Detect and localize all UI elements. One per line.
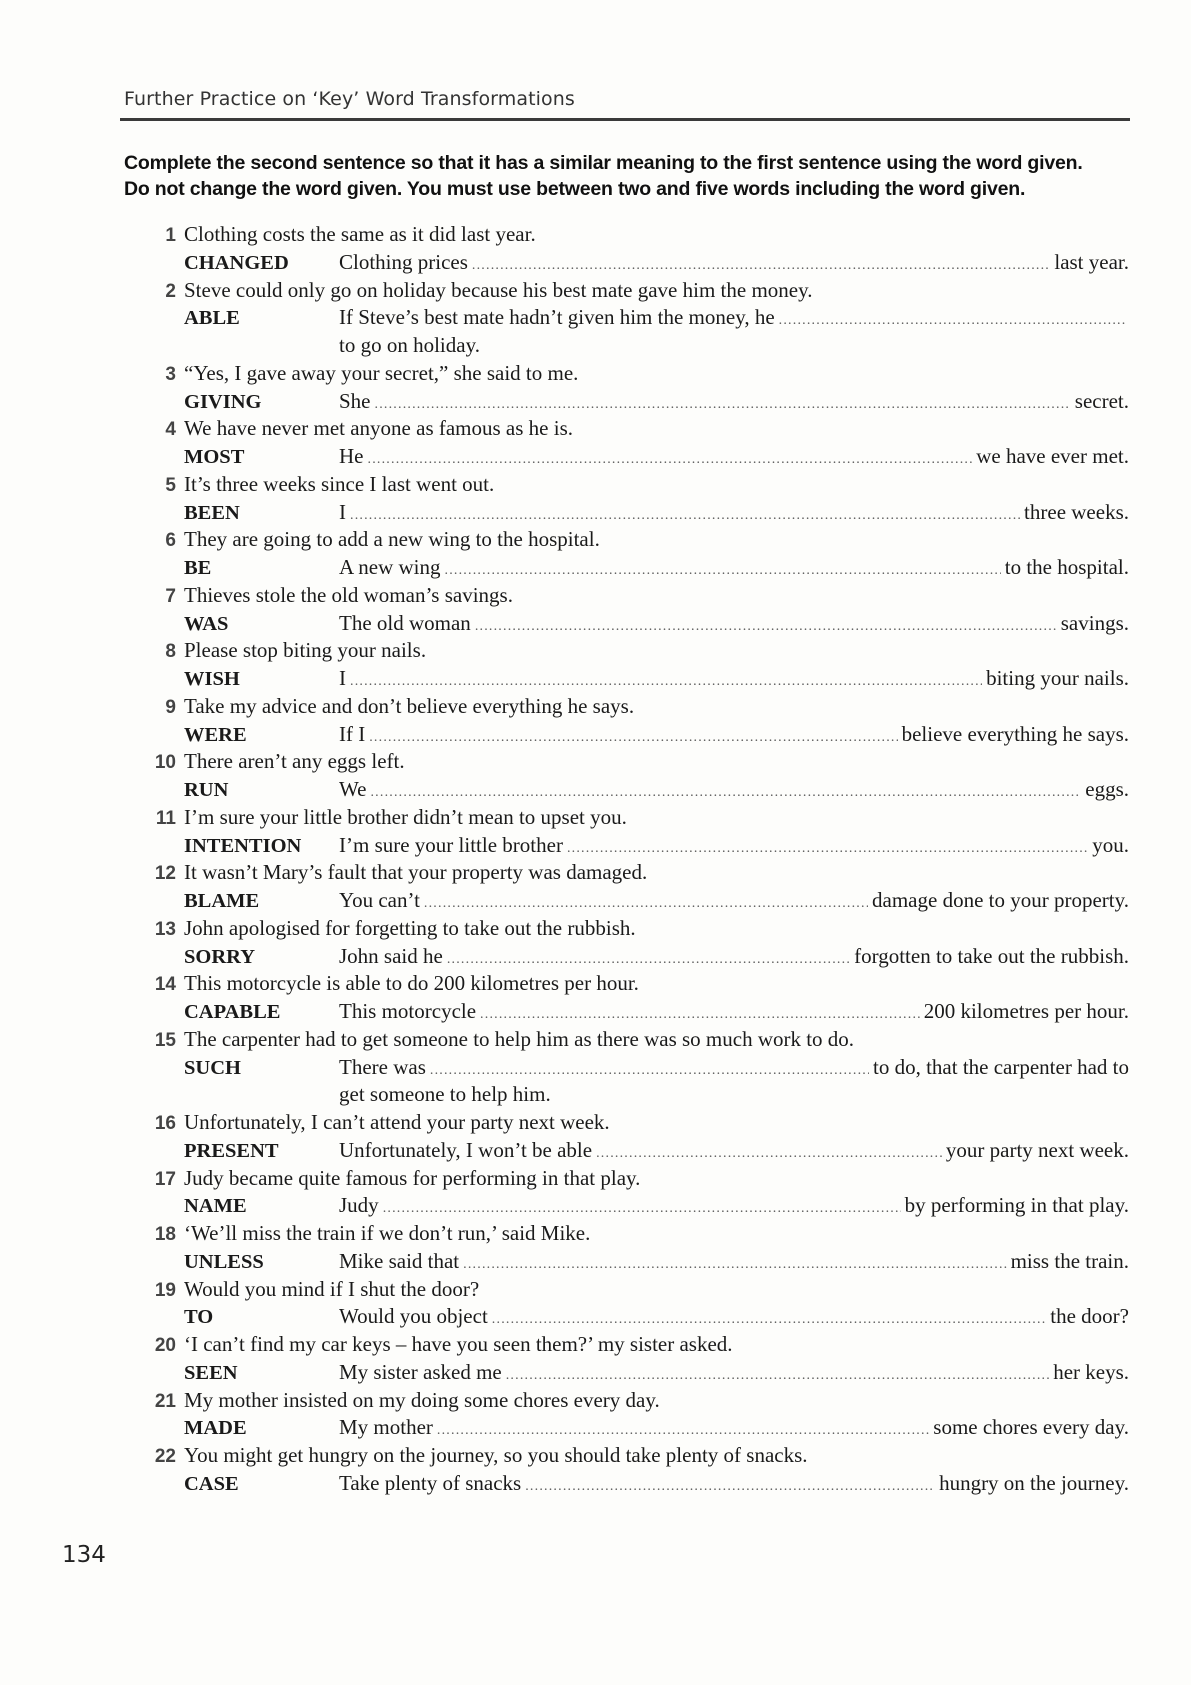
key-word: WISH [184, 668, 240, 690]
transformation-line [124, 1303, 1129, 1331]
original-sentence-line [124, 277, 1129, 305]
transformation-line [124, 1137, 1129, 1165]
sentence-start: If Steve’s best mate hadn’t given him the money, he [339, 305, 775, 330]
instructions-line-2: Do not change the word given. You must use between two and five words including the word given. [124, 178, 1026, 200]
key-word: BEEN [184, 501, 240, 524]
key-word: INTENTION [184, 834, 302, 857]
sentence-start: A new wing [339, 555, 441, 579]
exercise-item [124, 1442, 1129, 1498]
item-number: 11 [155, 807, 176, 829]
exercise-item [124, 1026, 1129, 1109]
answer-blank[interactable] [525, 1473, 935, 1501]
sentence-start: You can’t [339, 888, 420, 912]
original-sentence-line [124, 915, 1129, 943]
original-sentence: It wasn’t Mary’s fault that your property was damaged. [184, 860, 648, 885]
original-sentence-line [124, 637, 1129, 665]
original-sentence: You might get hungry on the journey, so you should take plenty of snacks. [184, 1443, 808, 1467]
original-sentence-line [124, 360, 1129, 388]
original-sentence: ‘We’ll miss the train if we don’t run,’ said Mike. [184, 1221, 591, 1245]
sentence-start: I [339, 666, 346, 690]
answer-blank[interactable] [370, 779, 1081, 807]
continuation-line [124, 332, 1129, 360]
answer-blank[interactable] [480, 1001, 920, 1029]
sentence-end: miss the train. [1010, 1248, 1129, 1273]
original-sentence: “Yes, I gave away your secret,” she said to me. [184, 360, 579, 385]
item-number: 2 [165, 280, 176, 302]
original-sentence: John apologised for forgetting to take out the rubbish. [184, 915, 636, 940]
sentence-start: Would you object [339, 1304, 488, 1329]
sentence-end: three weeks. [1024, 499, 1129, 524]
answer-blank[interactable] [375, 391, 1071, 419]
answer-blank[interactable] [437, 1417, 929, 1445]
sentence-end: forgotten to take out the rubbish. [854, 943, 1129, 968]
exercise-item [124, 637, 1129, 693]
transformation-line [124, 832, 1129, 860]
sentence-end: damage done to your property. [872, 888, 1129, 912]
exercise-item [124, 221, 1129, 277]
sentence-end: believe everything he says. [901, 721, 1129, 746]
item-number: 12 [154, 863, 176, 885]
sentence-start: I [339, 499, 346, 524]
key-word: WERE [184, 723, 247, 746]
item-number: 5 [165, 474, 176, 496]
sentence-start: Judy [339, 1193, 379, 1218]
sentence-end: hungry on the journey. [939, 1470, 1129, 1495]
sentence-start: Unfortunately, I won’t be able [339, 1137, 593, 1162]
transformation-line [124, 998, 1129, 1026]
transformation-line [124, 249, 1129, 277]
original-sentence-line [124, 804, 1129, 832]
transformation-line [124, 887, 1129, 915]
exercise-item [124, 693, 1129, 749]
sentence-start: The old woman [339, 610, 471, 635]
item-number: 9 [165, 696, 176, 718]
transformation-line [124, 443, 1129, 471]
transformation-line [124, 1359, 1129, 1387]
item-number: 21 [154, 1390, 176, 1412]
key-word: RUN [184, 779, 229, 801]
transformation-line [124, 1248, 1129, 1276]
item-number: 8 [165, 641, 176, 663]
sentence-end: secret. [1074, 388, 1129, 413]
exercise-item [124, 859, 1129, 915]
sentence-end: biting your nails. [986, 666, 1129, 690]
original-sentence: Would you mind if I shut the door? [184, 1276, 480, 1301]
original-sentence-line [124, 221, 1129, 249]
key-word: CHANGED [184, 251, 289, 274]
item-number: 14 [154, 974, 176, 996]
original-sentence: Thieves stole the old woman’s savings. [184, 582, 513, 607]
sentence-end: some chores every day. [933, 1415, 1129, 1440]
original-sentence-line [124, 693, 1129, 721]
exercise-item [124, 582, 1129, 638]
transformation-line [124, 388, 1129, 416]
original-sentence: They are going to add a new wing to the hospital. [184, 527, 600, 552]
exercise-item [124, 415, 1129, 471]
original-sentence: This motorcycle is able to do 200 kilometres per hour. [184, 971, 639, 996]
sentence-start: We [339, 777, 367, 801]
key-word: BE [184, 557, 212, 579]
item-number: 13 [154, 918, 176, 940]
answer-blank[interactable] [350, 668, 982, 696]
key-word: SEEN [184, 1361, 238, 1384]
item-number: 3 [165, 363, 176, 385]
original-sentence-line [124, 970, 1129, 998]
sentence-start: Take plenty of snacks [339, 1470, 522, 1495]
answer-blank[interactable] [424, 890, 868, 918]
original-sentence-line [124, 582, 1129, 610]
exercise-item [124, 471, 1129, 527]
original-sentence: Unfortunately, I can’t attend your party next week. [184, 1110, 610, 1134]
original-sentence-line [124, 748, 1129, 776]
sentence-end: savings. [1060, 610, 1129, 635]
original-sentence: My mother insisted on my doing some chores every day. [184, 1387, 660, 1412]
sentence-start: John said he [339, 943, 443, 968]
answer-blank[interactable] [463, 1251, 1006, 1279]
transformation-line [124, 554, 1129, 582]
key-word: GIVING [184, 390, 262, 413]
key-word: CASE [184, 1472, 239, 1495]
instructions [124, 150, 1134, 202]
transformation-line [124, 1470, 1129, 1498]
page-number: 134 [62, 1542, 106, 1568]
item-number: 22 [154, 1446, 176, 1467]
header-rule [120, 118, 1130, 121]
exercise-item [124, 1220, 1129, 1276]
instructions-line-1: Complete the second sentence so that it has a similar meaning to the first sentence using the word given. [124, 152, 1083, 174]
sentence-end: her keys. [1053, 1359, 1129, 1384]
key-word: MADE [184, 1417, 247, 1440]
sentence-end: your party next week. [945, 1137, 1129, 1162]
original-sentence: Take my advice and don’t believe everything he says. [184, 693, 635, 718]
sentence-start: I’m sure your little brother [339, 832, 563, 857]
exercise-item [124, 360, 1129, 416]
item-number: 19 [154, 1279, 176, 1301]
key-word: WAS [184, 612, 229, 635]
original-sentence: There aren’t any eggs left. [184, 749, 405, 774]
answer-blank[interactable] [430, 1057, 869, 1085]
original-sentence-line [124, 415, 1129, 443]
key-word: UNLESS [184, 1250, 264, 1273]
original-sentence: We have never met anyone as famous as he is. [184, 416, 574, 441]
key-word: SORRY [184, 945, 256, 968]
sentence-end: you. [1092, 832, 1129, 857]
continuation-line [124, 1081, 1129, 1109]
key-word: PRESENT [184, 1139, 279, 1162]
item-number: 10 [154, 752, 176, 774]
sentence-end: to the hospital. [1004, 555, 1129, 579]
sentence-start: There was [339, 1054, 426, 1079]
item-number: 20 [154, 1335, 176, 1356]
original-sentence-line [124, 1220, 1129, 1248]
exercise-item [124, 277, 1129, 360]
exercise-item [124, 1276, 1129, 1332]
answer-blank[interactable] [472, 252, 1050, 280]
exercise-list [124, 221, 1129, 1498]
item-number: 6 [165, 530, 176, 552]
key-word: MOST [184, 446, 245, 468]
transformation-line [124, 776, 1129, 804]
item-number: 7 [165, 585, 176, 607]
key-word: BLAME [184, 890, 260, 912]
transformation-line [124, 665, 1129, 693]
transformation-line [124, 943, 1129, 971]
sentence-continuation: to go on holiday. [339, 333, 480, 357]
answer-blank[interactable] [383, 1195, 901, 1223]
original-sentence: ‘I can’t find my car keys – have you seen them?’ my sister asked. [184, 1332, 733, 1356]
exercise-item [124, 748, 1129, 804]
original-sentence-line [124, 526, 1129, 554]
transformation-line [124, 1414, 1129, 1442]
original-sentence: It’s three weeks since I last went out. [184, 471, 495, 496]
exercise-item [124, 970, 1129, 1026]
answer-blank[interactable] [447, 946, 850, 974]
answer-blank[interactable] [506, 1362, 1049, 1390]
transformation-line [124, 610, 1129, 638]
exercise-item [124, 1165, 1129, 1221]
running-header: Further Practice on ‘Key’ Word Transformations [124, 88, 575, 110]
transformation-line [124, 499, 1129, 527]
original-sentence: Judy became quite famous for performing in that play. [184, 1165, 641, 1190]
sentence-start: My sister asked me [339, 1359, 502, 1384]
sentence-start: If I [339, 721, 366, 746]
key-word: NAME [184, 1195, 247, 1218]
answer-blank[interactable] [779, 307, 1125, 335]
sentence-start: This motorcycle [339, 999, 477, 1023]
exercise-item [124, 915, 1129, 971]
item-number: 15 [154, 1029, 176, 1051]
answer-blank[interactable] [567, 835, 1088, 863]
original-sentence: I’m sure your little brother didn’t mean to upset you. [184, 804, 627, 829]
item-number: 16 [154, 1113, 176, 1134]
key-word: SUCH [184, 1056, 241, 1079]
exercise-item [124, 1387, 1129, 1443]
sentence-end: 200 kilometres per hour. [923, 999, 1129, 1023]
item-number: 17 [154, 1168, 176, 1190]
original-sentence: Clothing costs the same as it did last year. [184, 222, 536, 246]
original-sentence-line [124, 859, 1129, 887]
sentence-end: the door? [1050, 1304, 1129, 1329]
original-sentence: The carpenter had to get someone to help him as there was so much work to do. [184, 1026, 855, 1051]
answer-blank[interactable] [475, 613, 1057, 641]
original-sentence: Steve could only go on holiday because his best mate gave him the money. [184, 277, 813, 302]
answer-blank[interactable] [445, 557, 1001, 585]
original-sentence-line [124, 1442, 1129, 1470]
sentence-end: eggs. [1085, 777, 1129, 801]
sentence-start: She [339, 388, 371, 413]
sentence-end: to do, that the carpenter had to [873, 1054, 1129, 1079]
exercise-item [124, 1109, 1129, 1165]
exercise-item [124, 804, 1129, 860]
answer-blank[interactable] [369, 724, 897, 752]
transformation-line [124, 1192, 1129, 1220]
sentence-start: Mike said that [339, 1248, 460, 1273]
exercise-item [124, 1331, 1129, 1387]
transformation-line [124, 304, 1129, 332]
transformation-line [124, 721, 1129, 749]
key-word: ABLE [184, 307, 240, 330]
sentence-end: last year. [1054, 249, 1129, 274]
item-number: 18 [154, 1224, 176, 1245]
original-sentence-line [124, 1331, 1129, 1359]
sentence-end: we have ever met. [976, 444, 1129, 468]
answer-blank[interactable] [492, 1306, 1046, 1334]
transformation-line [124, 1054, 1129, 1082]
exercise-item [124, 526, 1129, 582]
item-number: 4 [165, 419, 176, 441]
answer-blank[interactable] [368, 446, 973, 474]
original-sentence-line [124, 1387, 1129, 1415]
item-number: 1 [165, 225, 176, 246]
answer-blank[interactable] [596, 1140, 942, 1168]
sentence-start: Clothing prices [339, 249, 468, 274]
key-word: TO [184, 1306, 214, 1329]
original-sentence: Please stop biting your nails. [184, 638, 427, 663]
sentence-start: He [339, 444, 364, 468]
original-sentence-line [124, 1026, 1129, 1054]
sentence-start: My mother [339, 1415, 433, 1440]
key-word: CAPABLE [184, 1001, 281, 1023]
sentence-continuation: get someone to help him. [339, 1082, 551, 1107]
original-sentence-line [124, 1109, 1129, 1137]
original-sentence-line [124, 1165, 1129, 1193]
original-sentence-line [124, 1276, 1129, 1304]
answer-blank[interactable] [350, 502, 1020, 530]
sentence-end: by performing in that play. [904, 1193, 1129, 1218]
original-sentence-line [124, 471, 1129, 499]
